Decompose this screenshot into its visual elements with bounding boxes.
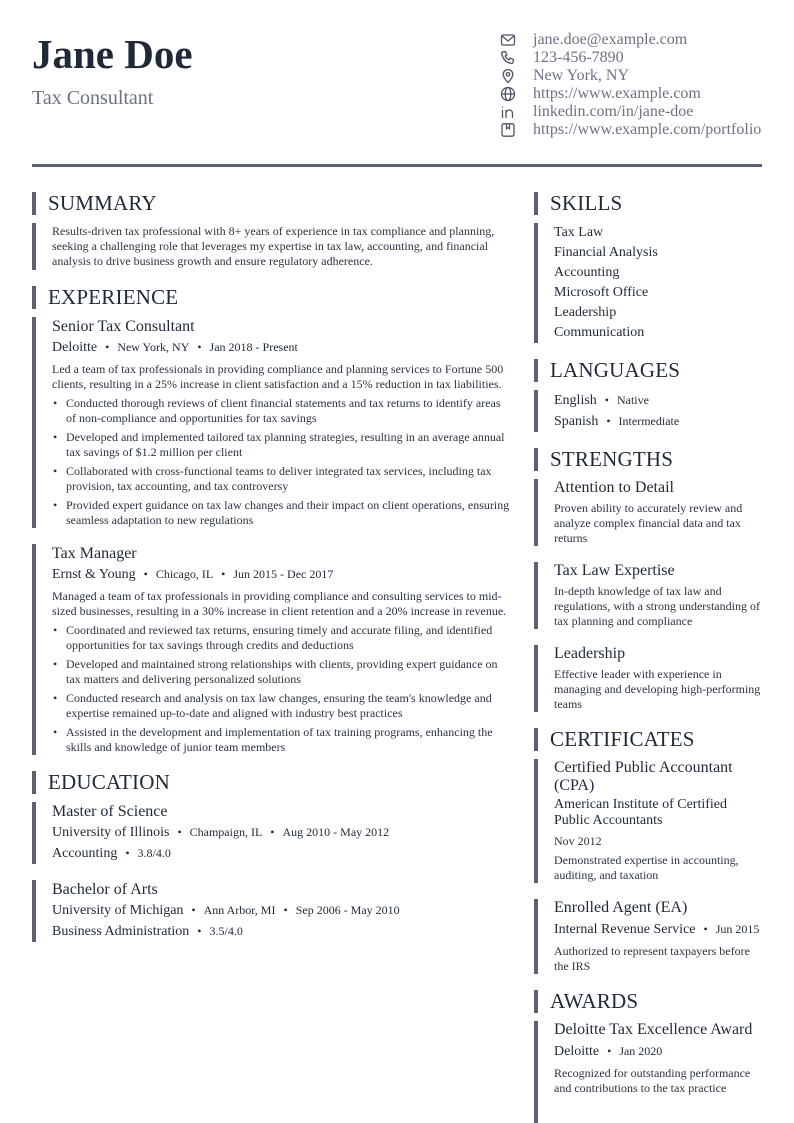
strength-entry [534,562,764,629]
contact-location [500,67,761,85]
job-location: Chicago, IL [155,567,214,581]
skill-item: Accounting [554,265,620,280]
location-pin-icon [500,68,516,84]
contact-email[interactable] [500,31,761,49]
strength-entry [534,645,764,712]
summary-heading: SUMMARY [32,192,510,215]
education-field-row: Business Administration • 3.5/4.0 [52,924,243,939]
strength-title: Tax Law Expertise [554,562,675,579]
header-divider [32,164,762,167]
school-location: Champaign, IL [189,825,263,839]
education-dates: Aug 2010 - May 2012 [282,825,390,839]
skills-heading: SKILLS [534,192,764,215]
globe-icon [500,86,516,102]
mail-icon [500,32,516,48]
education-field-row: Accounting • 3.8/4.0 [52,846,171,861]
skills-block [534,223,764,343]
experience-entry [32,317,510,528]
job-bullet: • Conducted thorough reviews of client financial statements and tax returns to identify areas of non-compliance and opportunities for tax savings [66,396,510,426]
summary-block [32,223,510,270]
linkedin-text: linkedin.com/in/jane-doe [533,103,694,120]
strength-description: Effective leader with experience in managing and developing high-performing teams [554,667,761,711]
job-meta: Deloitte • New York, NY • Jan 2018 - Present [52,340,298,355]
job-location: New York, NY [117,340,190,354]
field-of-study: Accounting [52,846,118,861]
education-meta: University of Illinois • Champaign, IL • Aug 2010 - May 2012 [52,825,390,840]
certificate-issuer: Internal Revenue Service [554,922,696,937]
job-meta: Ernst & Young • Chicago, IL • Jun 2015 - Dec 2017 [52,567,334,582]
job-title: Senior Tax Consultant [52,318,195,335]
right-column [534,192,764,1112]
award-entry [534,1021,764,1096]
skill-item: Microsoft Office [554,285,649,300]
field-of-study: Business Administration [52,924,190,939]
school-name: University of Illinois [52,825,170,840]
job-company: Deloitte [52,340,98,355]
certificate-description: Demonstrated expertise in accounting, auditing, and taxation [554,853,739,882]
contact-linkedin[interactable] [500,103,761,121]
language-item: English • Native [554,393,649,408]
education-entry [32,802,510,864]
education-entry [32,880,510,942]
skill-item: Financial Analysis [554,245,658,260]
strength-entry [534,479,764,546]
contact-phone[interactable] [500,49,761,67]
certificate-entry [534,899,764,974]
award-title: Deloitte Tax Excellence Award [554,1021,753,1038]
skill-item: Tax Law [554,225,604,240]
certificate-title: Enrolled Agent (EA) [554,899,688,916]
awards-heading: AWARDS [534,990,764,1013]
candidate-name: Jane Doe [32,31,193,77]
job-title: Tax Manager [52,545,137,562]
job-company: Ernst & Young [52,567,136,582]
job-bullets [52,396,510,528]
certificate-entry [534,759,764,883]
certificate-title: Certified Public Accountant (CPA) [554,759,733,794]
award-date: Jan 2020 [619,1044,663,1058]
certificate-meta: Internal Revenue Service • Jun 2015 [554,922,760,937]
experience-heading: EXPERIENCE [32,286,510,309]
linkedin-icon [500,104,516,120]
education-meta: University of Michigan • Ann Arbor, MI • Sep 2006 - May 2010 [52,903,400,918]
language-name: Spanish [554,414,599,429]
contact-list [500,31,761,139]
certificate-date: Nov 2012 [554,834,602,848]
degree-title: Bachelor of Arts [52,881,158,898]
languages-block [534,390,764,432]
summary-text: Results-driven tax professional with 8+ years of experience in tax compliance and planning, seeking a challenging role that leverages my expertise in tax law, accounting, and financial analysis to drive business growth and ensure regulatory adherence. [52,224,495,268]
language-item: Spanish • Intermediate [554,414,680,429]
degree-title: Master of Science [52,803,168,820]
gpa: 3.8/4.0 [137,846,171,860]
job-bullet: • Provided expert guidance on tax law changes and their impact on client operations, ensuring seamless adaptation to new regulations [66,498,510,528]
job-bullet: • Developed and implemented tailored tax planning strategies, resulting in an average annual tax savings of $1.2 million per client [66,430,510,460]
phone-text: 123-456-7890 [533,49,624,66]
school-location: Ann Arbor, MI [203,903,276,917]
section-accent-bar [534,1085,538,1123]
skill-item: Leadership [554,305,617,320]
location-text: New York, NY [533,67,630,84]
job-bullet: • Assisted in the development and implementation of tax training programs, enhancing the skills and knowledge of junior team members [66,725,510,755]
strength-description: In-depth knowledge of tax law and regulations, with a strong understanding of tax planning and compliance [554,584,760,628]
strength-title: Attention to Detail [554,479,674,496]
job-bullet: • Coordinated and reviewed tax returns, ensuring timely and accurate filing, and identified opportunities for tax savings through credits and deductions [66,623,510,653]
certificates-heading: CERTIFICATES [534,728,764,751]
certificate-issuer: American Institute of Certified Public Accountants [554,797,727,828]
language-name: English [554,393,597,408]
languages-heading: LANGUAGES [534,359,764,382]
education-heading: EDUCATION [32,771,510,794]
job-dates: Jun 2015 - Dec 2017 [233,567,334,581]
job-bullet: • Collaborated with cross-functional teams to deliver integrated tax services, including tax provision, tax accounting, and tax controversy [66,464,510,494]
website-text: https://www.example.com [533,85,701,102]
email-text: jane.doe@example.com [533,31,688,48]
job-bullet: • Developed and maintained strong relationships with clients, providing expert guidance on tax matters and delivering personalized solutions [66,657,510,687]
job-bullets [52,623,510,755]
job-description: Managed a team of tax professionals in providing compliance and consulting services to mid-sized businesses, resulting in a 30% increase in client retention and a 20% increase in revenue. [52,589,507,618]
language-level: Native [616,393,649,407]
candidate-title: Tax Consultant [32,87,154,109]
certificate-description: Authorized to represent taxpayers before the IRS [554,944,750,973]
contact-portfolio[interactable] [500,121,761,139]
job-dates: Jan 2018 - Present [209,340,298,354]
school-name: University of Michigan [52,903,184,918]
job-description: Led a team of tax professionals in providing compliance and planning services to Fortune 500 clients, resulting in a 25% increase in client satisfaction and a 15% reduction in tax liabilities. [52,362,504,391]
left-column [32,192,510,958]
strengths-heading: STRENGTHS [534,448,764,471]
portfolio-text: https://www.example.com/portfolio [533,121,762,138]
bookmark-icon [500,122,516,138]
phone-icon [500,50,516,66]
education-dates: Sep 2006 - May 2010 [295,903,400,917]
award-description: Recognized for outstanding performance and contributions to the tax practice [554,1066,751,1095]
language-level: Intermediate [618,414,680,428]
contact-website[interactable] [500,85,761,103]
certificate-date: Jun 2015 [715,922,760,936]
award-meta: Deloitte • Jan 2020 [554,1044,663,1059]
gpa: 3.5/4.0 [209,924,243,938]
strength-title: Leadership [554,645,626,662]
job-bullet: • Conducted research and analysis on tax law changes, ensuring the team's knowledge and expertise remained up-to-date and aligned with industry best practices [66,691,510,721]
skill-item: Communication [554,325,645,340]
award-issuer: Deloitte [554,1044,600,1059]
experience-entry [32,544,510,755]
strength-description: Proven ability to accurately review and analyze complex financial data and tax returns [554,501,743,545]
